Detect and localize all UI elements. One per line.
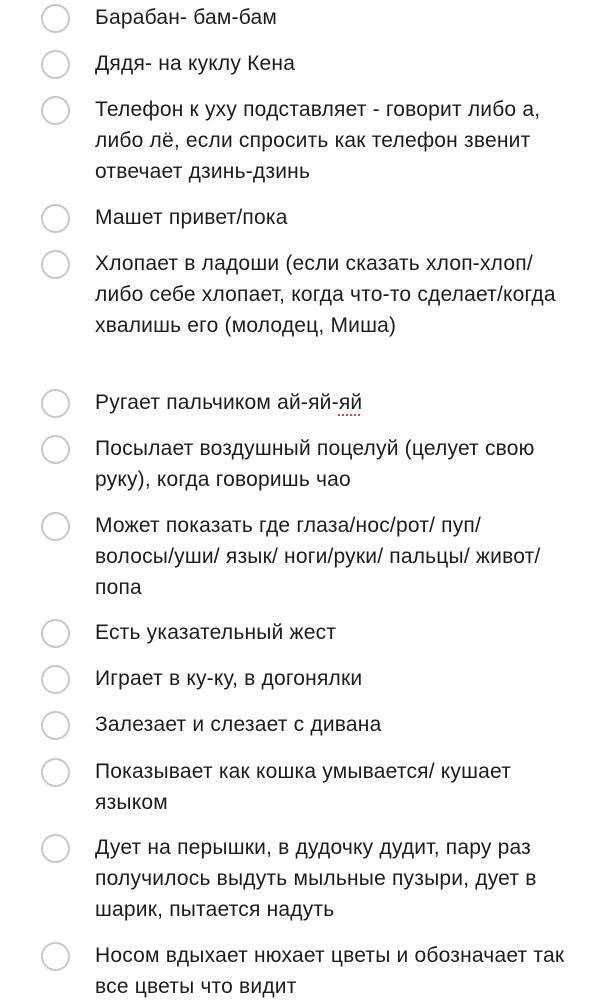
checklist-item-text[interactable]: Залезает и слезает с дивана: [95, 713, 382, 736]
checklist-item-text[interactable]: Машет привет/пока: [95, 206, 288, 229]
checkbox-circle[interactable]: [41, 665, 70, 694]
checkbox-circle[interactable]: [41, 619, 70, 648]
checklist-item-text[interactable]: Дядя- на куклу Кена: [95, 52, 296, 75]
checkbox-circle[interactable]: [41, 834, 70, 863]
checklist-item-text[interactable]: Есть указательный жест: [95, 621, 337, 644]
checkbox-circle[interactable]: [41, 435, 70, 464]
checklist-item-text[interactable]: Может показать где глаза/нос/рот/ пуп/ волосы/уши/ язык/ ноги/руки/ пальцы/ живот/ попа: [95, 514, 541, 599]
checkbox-circle[interactable]: [41, 758, 70, 787]
checklist-item-text[interactable]: [95, 387, 565, 418]
checkbox-circle[interactable]: [41, 711, 70, 740]
checkbox-circle[interactable]: [41, 50, 70, 79]
checklist-item-text-part: Ругает пальчиком ай-яй-: [95, 391, 339, 414]
checkbox-circle[interactable]: [41, 512, 70, 541]
checklist-item-text[interactable]: Телефон к уху подставляет - говорит либо а, либо лё, если спросить как телефон звенит отвечает дзинь-дзинь: [95, 98, 541, 183]
checkbox-circle[interactable]: [41, 942, 70, 971]
checklist-item-text[interactable]: Дует на перышки, в дудочку дудит, пару раз получилось выдуть мыльные пузыри, дует в шарик, пытается надуть: [95, 836, 537, 921]
checklist-item-text[interactable]: Барабан- бам-бам: [95, 6, 277, 29]
spellcheck-flagged-word[interactable]: яй: [338, 391, 363, 414]
checkbox-circle[interactable]: [41, 4, 70, 33]
checkbox-circle[interactable]: [41, 250, 70, 279]
checklist-item-text[interactable]: Посылает воздушный поцелуй (целует свою руку), когда говоришь чао: [95, 437, 535, 491]
checklist-item-text[interactable]: Носом вдыхает нюхает цветы и обозначает так все цветы что видит: [95, 944, 565, 998]
checkbox-circle[interactable]: [41, 204, 70, 233]
checklist-item-text[interactable]: Хлопает в ладоши (если сказать хлоп-хлоп/ либо себе хлопает, когда что-то сделает/когда хвалишь его (молодец, Миша): [95, 252, 556, 337]
checklist-item-text[interactable]: Показывает как кошка умывается/ кушает языком: [95, 760, 512, 814]
checklist-item-text[interactable]: Играет в ку-ку, в догонялки: [95, 667, 363, 690]
checkbox-circle[interactable]: [41, 96, 70, 125]
checkbox-circle[interactable]: [41, 389, 70, 418]
